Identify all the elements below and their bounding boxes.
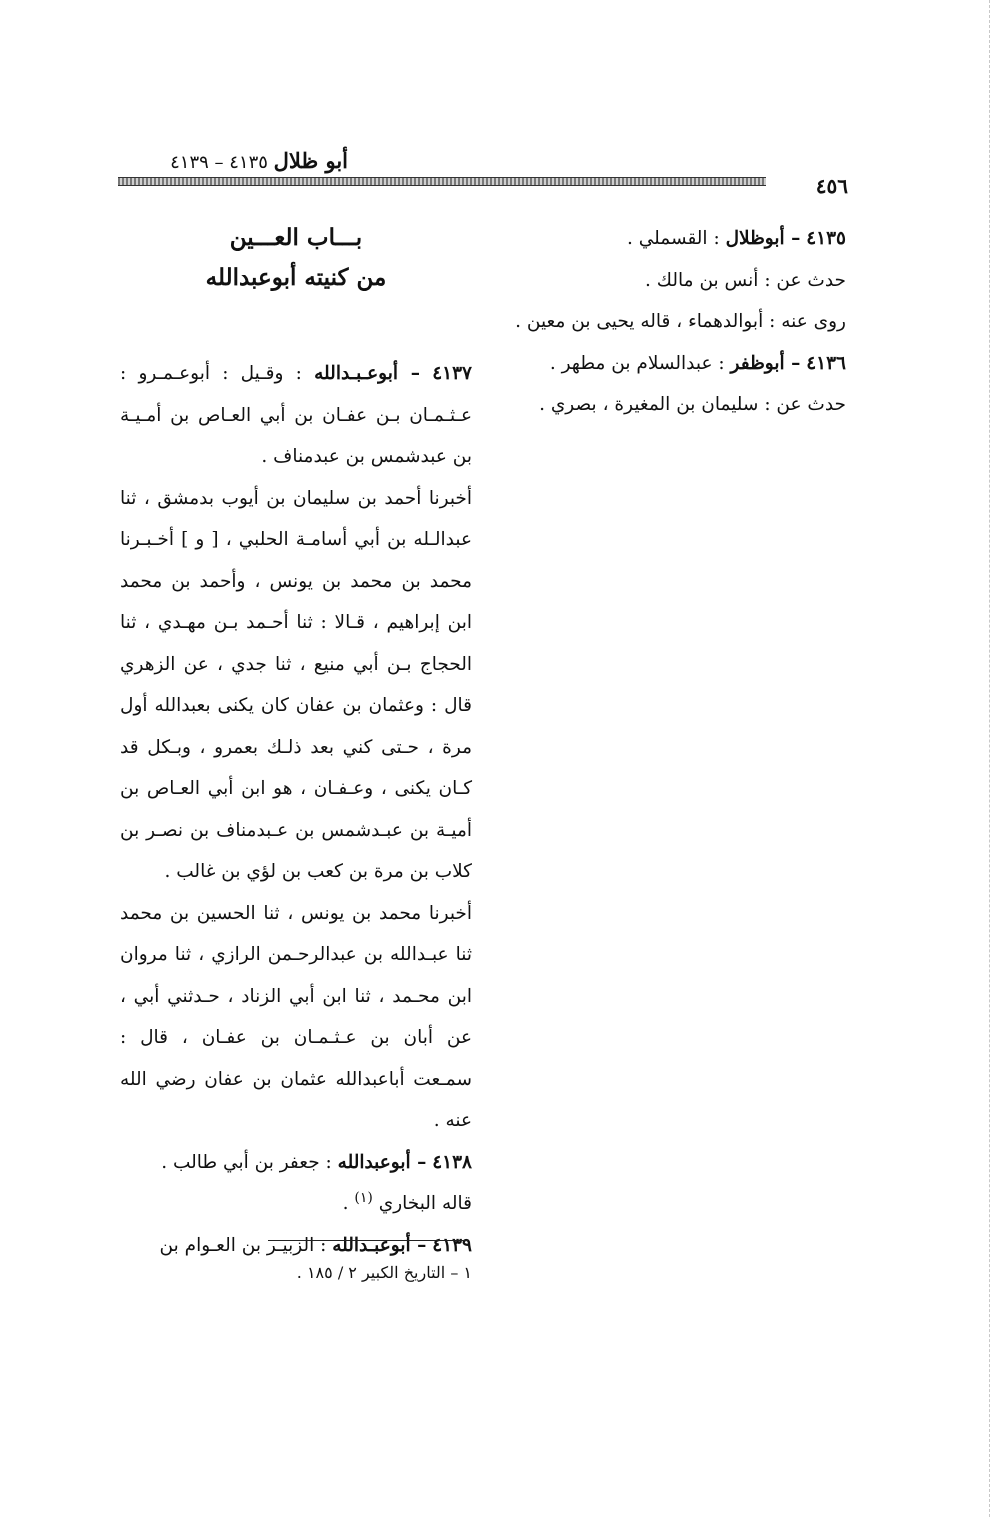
page-number: ٤٥٦ <box>815 174 848 198</box>
entry-number: ٤١٣٦ <box>806 352 846 374</box>
chapter-title: بـــاب العـــين <box>229 224 363 251</box>
entry-line: حدث عن : أنس بن مالك . <box>645 269 846 291</box>
entry-text: : عبدالسلام بن مطهر . <box>549 352 725 374</box>
header-rule <box>118 177 766 186</box>
entry-4138: ٤١٣٨ – أبوعبدالله : جعفر بن أبي طالب . <box>161 1151 472 1173</box>
scan-edge-line <box>989 0 990 1517</box>
entry-paragraph: أخبرنا محمد بن يونس ، ثنا الحسين بن محمد ثنا عبـدالله بن عبدالرحـمن الرازي ، ثنا مروان ابن محـمد ، ثنا ابن أبي الزناد ، حـدثني أبي ، عن أبان بن عـثـمـان بن عفـان ، قال : سمـعت أباعبدالله عثمان بن عفان رضي الله عنه . <box>120 902 472 1131</box>
entry-text: : جعفر بن أبي طالب . <box>161 1151 332 1173</box>
source-end: . <box>342 1193 349 1214</box>
footnote-rule <box>268 1240 468 1241</box>
entry-4135: ٤١٣٥ – أبوظلال : القسملي . <box>626 228 846 249</box>
left-column <box>120 218 472 1266</box>
footnote: ١ – التاريخ الكبير ٢ / ١٨٥ . <box>296 1263 472 1282</box>
entry-4137: ٤١٣٧ – أبوعـبـدالله : وقـيل : أبوعـمـرو : عـثـمـان بـن عفـان بن أبي العـاص بن أمـيـة بن عبدشمس بن عبدمناف . <box>120 363 472 467</box>
running-title-range: ٤١٣٥ – ٤١٣٩ <box>170 152 268 173</box>
entry-number: ٤١٣٧ <box>432 363 472 384</box>
entry-kunya: أبوعبدالله <box>337 1151 411 1173</box>
entry-text: : الزبيـر بن العـوام بن <box>159 1234 327 1256</box>
running-title-name: أبو ظلال <box>273 148 348 173</box>
entry-4136: ٤١٣٦ – أبوظفر : عبدالسلام بن مطهر . <box>549 352 846 374</box>
entry-kunya: أبوظلال <box>725 228 785 249</box>
entry-paragraph: أخبرنا أحمد بن سليمان بن أيوب بدمشق ، ثنا عبدالـله بن أبي أسامـة الحلبي ، [ و ] أخـبـرنا محمد بن محمد بن يونس ، وأحمد بن محمد ابن إبراهيم ، قـالا : ثنا أحـمد بـن مهـدي ، ثنا الحجاج بـن أبي منيع ، ثنا جدي ، عن الزهري قال : وعثمان بن عفان كان يكنى بعبدالله أول مرة ، حـتى كني بعد ذلـك بعمرو ، وبـكل قد كـان يكنى ، وعـفـان ، هو ابن أبي العـاص بن أميـة بن عبـدشمس بن عـبدمناف بن نصـر بن كلاب بن مرة بن كعب بن لؤي بن غالب . <box>120 487 472 882</box>
entry-text: : القسملي . <box>626 228 720 249</box>
entry-kunya: أبوعبـدالله <box>332 1234 411 1256</box>
entry-number: ٤١٣٥ <box>806 228 846 249</box>
source-text: قاله البخاري <box>378 1193 472 1214</box>
chapter-subtitle: من كنيته أبوعبدالله <box>205 264 387 291</box>
page-header <box>118 148 848 198</box>
chapter-heading <box>120 218 472 298</box>
entry-number: ٤١٣٩ <box>432 1234 472 1256</box>
entry-number: ٤١٣٨ <box>432 1151 472 1173</box>
entry-text: : وقـيل : أبوعـمـرو : عـثـمـان بـن عفـان بن أبي العـاص بن أمـيـة بن عبدشمس بن عبدمناف . <box>120 363 472 467</box>
entry-line: حدث عن : سليمان بن المغيرة ، بصري . <box>539 394 846 415</box>
entry-kunya: أبوعـبـدالله <box>314 363 398 384</box>
entry-line <box>120 1183 472 1225</box>
footnote-reference: (١) <box>354 1189 373 1206</box>
running-title <box>118 148 348 173</box>
entry-kunya: أبوظفر <box>730 352 785 374</box>
right-column <box>510 218 846 426</box>
entry-4139: ٤١٣٩ – أبوعبـدالله : الزبيـر بن العـوام بن <box>159 1234 472 1256</box>
entry-line: روى عنه : أبوالدهماء ، قاله يحيى بن معين . <box>515 311 846 332</box>
